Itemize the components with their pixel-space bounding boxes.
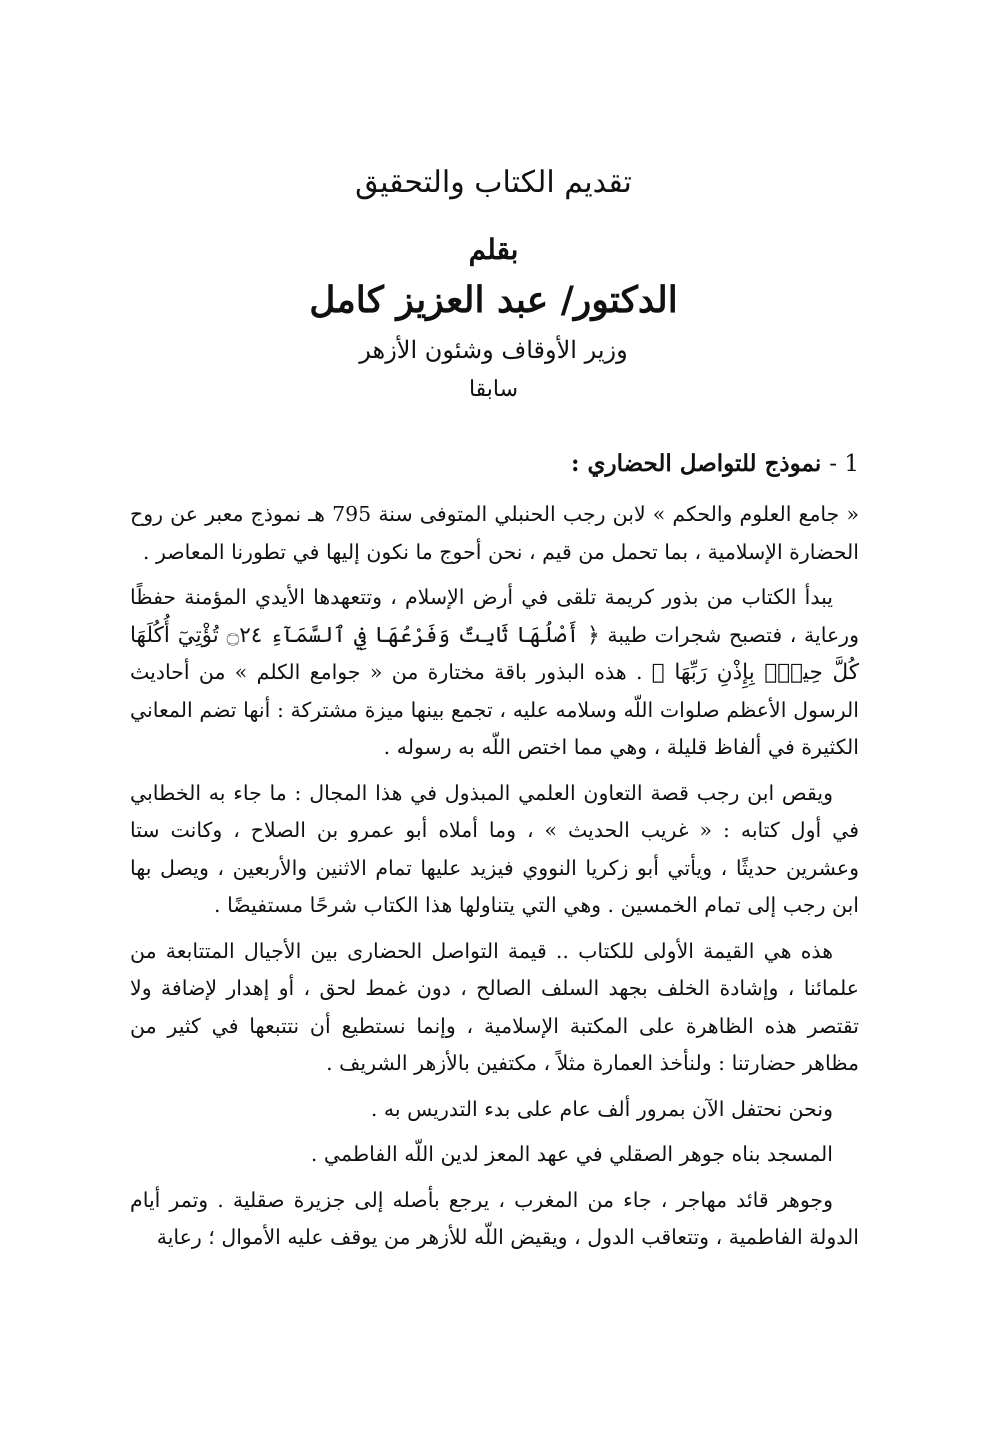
title-block	[0, 158, 987, 408]
paragraph-with-quran-verse	[130, 579, 859, 767]
author-name: الدكتور/ عبد العزيز كامل	[309, 279, 678, 321]
paragraph-text: يبدأ الكتاب من بذور كريمة تلقى في أرض الإسلام ، وتتعهدها الأيدي المؤمنة حفظًا ورعاية ، فتصبح شجرات طيبة	[130, 585, 859, 647]
introduction-heading: تقديم الكتاب والتحقيق	[355, 165, 632, 200]
byline: بقلم	[468, 233, 519, 266]
paragraph: ونحن نحتفل الآن بمرور ألف عام على بدء التدريس به .	[370, 1096, 833, 1121]
author-position-former: سابقا	[468, 377, 519, 402]
paragraph: وجوهر قائد مهاجر ، جاء من المغرب ، يرجع بأصله إلى جزيرة صقلية . وتمر أيام الدولة الفاطمية ، وتتعاقب الدول ، ويقيض اللّه للأزهر من يوقف عليه الأموال ؛ رعاية	[130, 1187, 859, 1249]
author-position: وزير الأوقاف وشئون الأزهر	[359, 336, 628, 364]
section-heading	[130, 444, 859, 484]
quran-verse: ﴿ أَصْلُهَا ثَابِتٌ وَفَرْعُهَا فِي ٱلسَّمَآءِ ۝٢٤ تُؤْتِيٓ أُكُلَهَا كُلَّ حِينِۭ بِإِذْنِ رَبِّهَا ﴾	[130, 622, 859, 685]
paragraph: هذه هي القيمة الأولى للكتاب .. قيمة التواصل الحضارى بين الأجيال المتتابعة من علمائنا ، وإشادة الخلف بجهد السلف الصالح ، دون غمط لحق ، أو إهدار لإضافة ولا تقتصر هذه الظاهرة على المكتبة الإسلامية ، وإنما نستطيع أن نتتبعها في كثير من مظاهر حضارتنا : ولنأخذ العمارة مثلاً ، مكتفين بالأزهر الشريف .	[130, 938, 859, 1075]
paragraph: المسجد بناه جوهر الصقلي في عهد المعز لدين اللّه الفاطمي .	[310, 1142, 833, 1166]
paragraph-text: . هذه البذور باقة مختارة من « جوامع الكلم » من أحاديث الرسول الأعظم صلوات اللّه وسلامه عليه ، تجمع بينها ميزة مشتركة : أنها تضم المعاني الكثيرة في ألفاظ قليلة ، وهي مما اختص اللّه به رسوله .	[130, 660, 859, 759]
paragraph: « جامع العلوم والحكم » لابن رجب الحنبلي المتوفى سنة 795 هـ نموذج معبر عن روح الحضارة الإسلامية ، بما تحمل من قيم ، نحن أحوج ما نكون إليها في تطورنا المعاصر .	[130, 502, 859, 564]
paragraph: ويقص ابن رجب قصة التعاون العلمي المبذول في هذا المجال : ما جاء به الخطابي في أول كتابه : « غريب الحديث » ، وما أملاه أبو عمرو بن الصلاح ، وكانت ستا وعشرين حديثًا ، ويأتي أبو زكريا النووي فيزيد عليها تمام الاثنين والأربعين ، ويصل بها ابن رجب إلى تمام الخمسين . وهي التي يتناولها هذا الكتاب شرحًا مستفيضًا .	[130, 780, 859, 917]
section-title: نموذج للتواصل الحضاري :	[570, 450, 822, 477]
body-text	[130, 444, 859, 1265]
section-number: 1 -	[829, 451, 859, 477]
